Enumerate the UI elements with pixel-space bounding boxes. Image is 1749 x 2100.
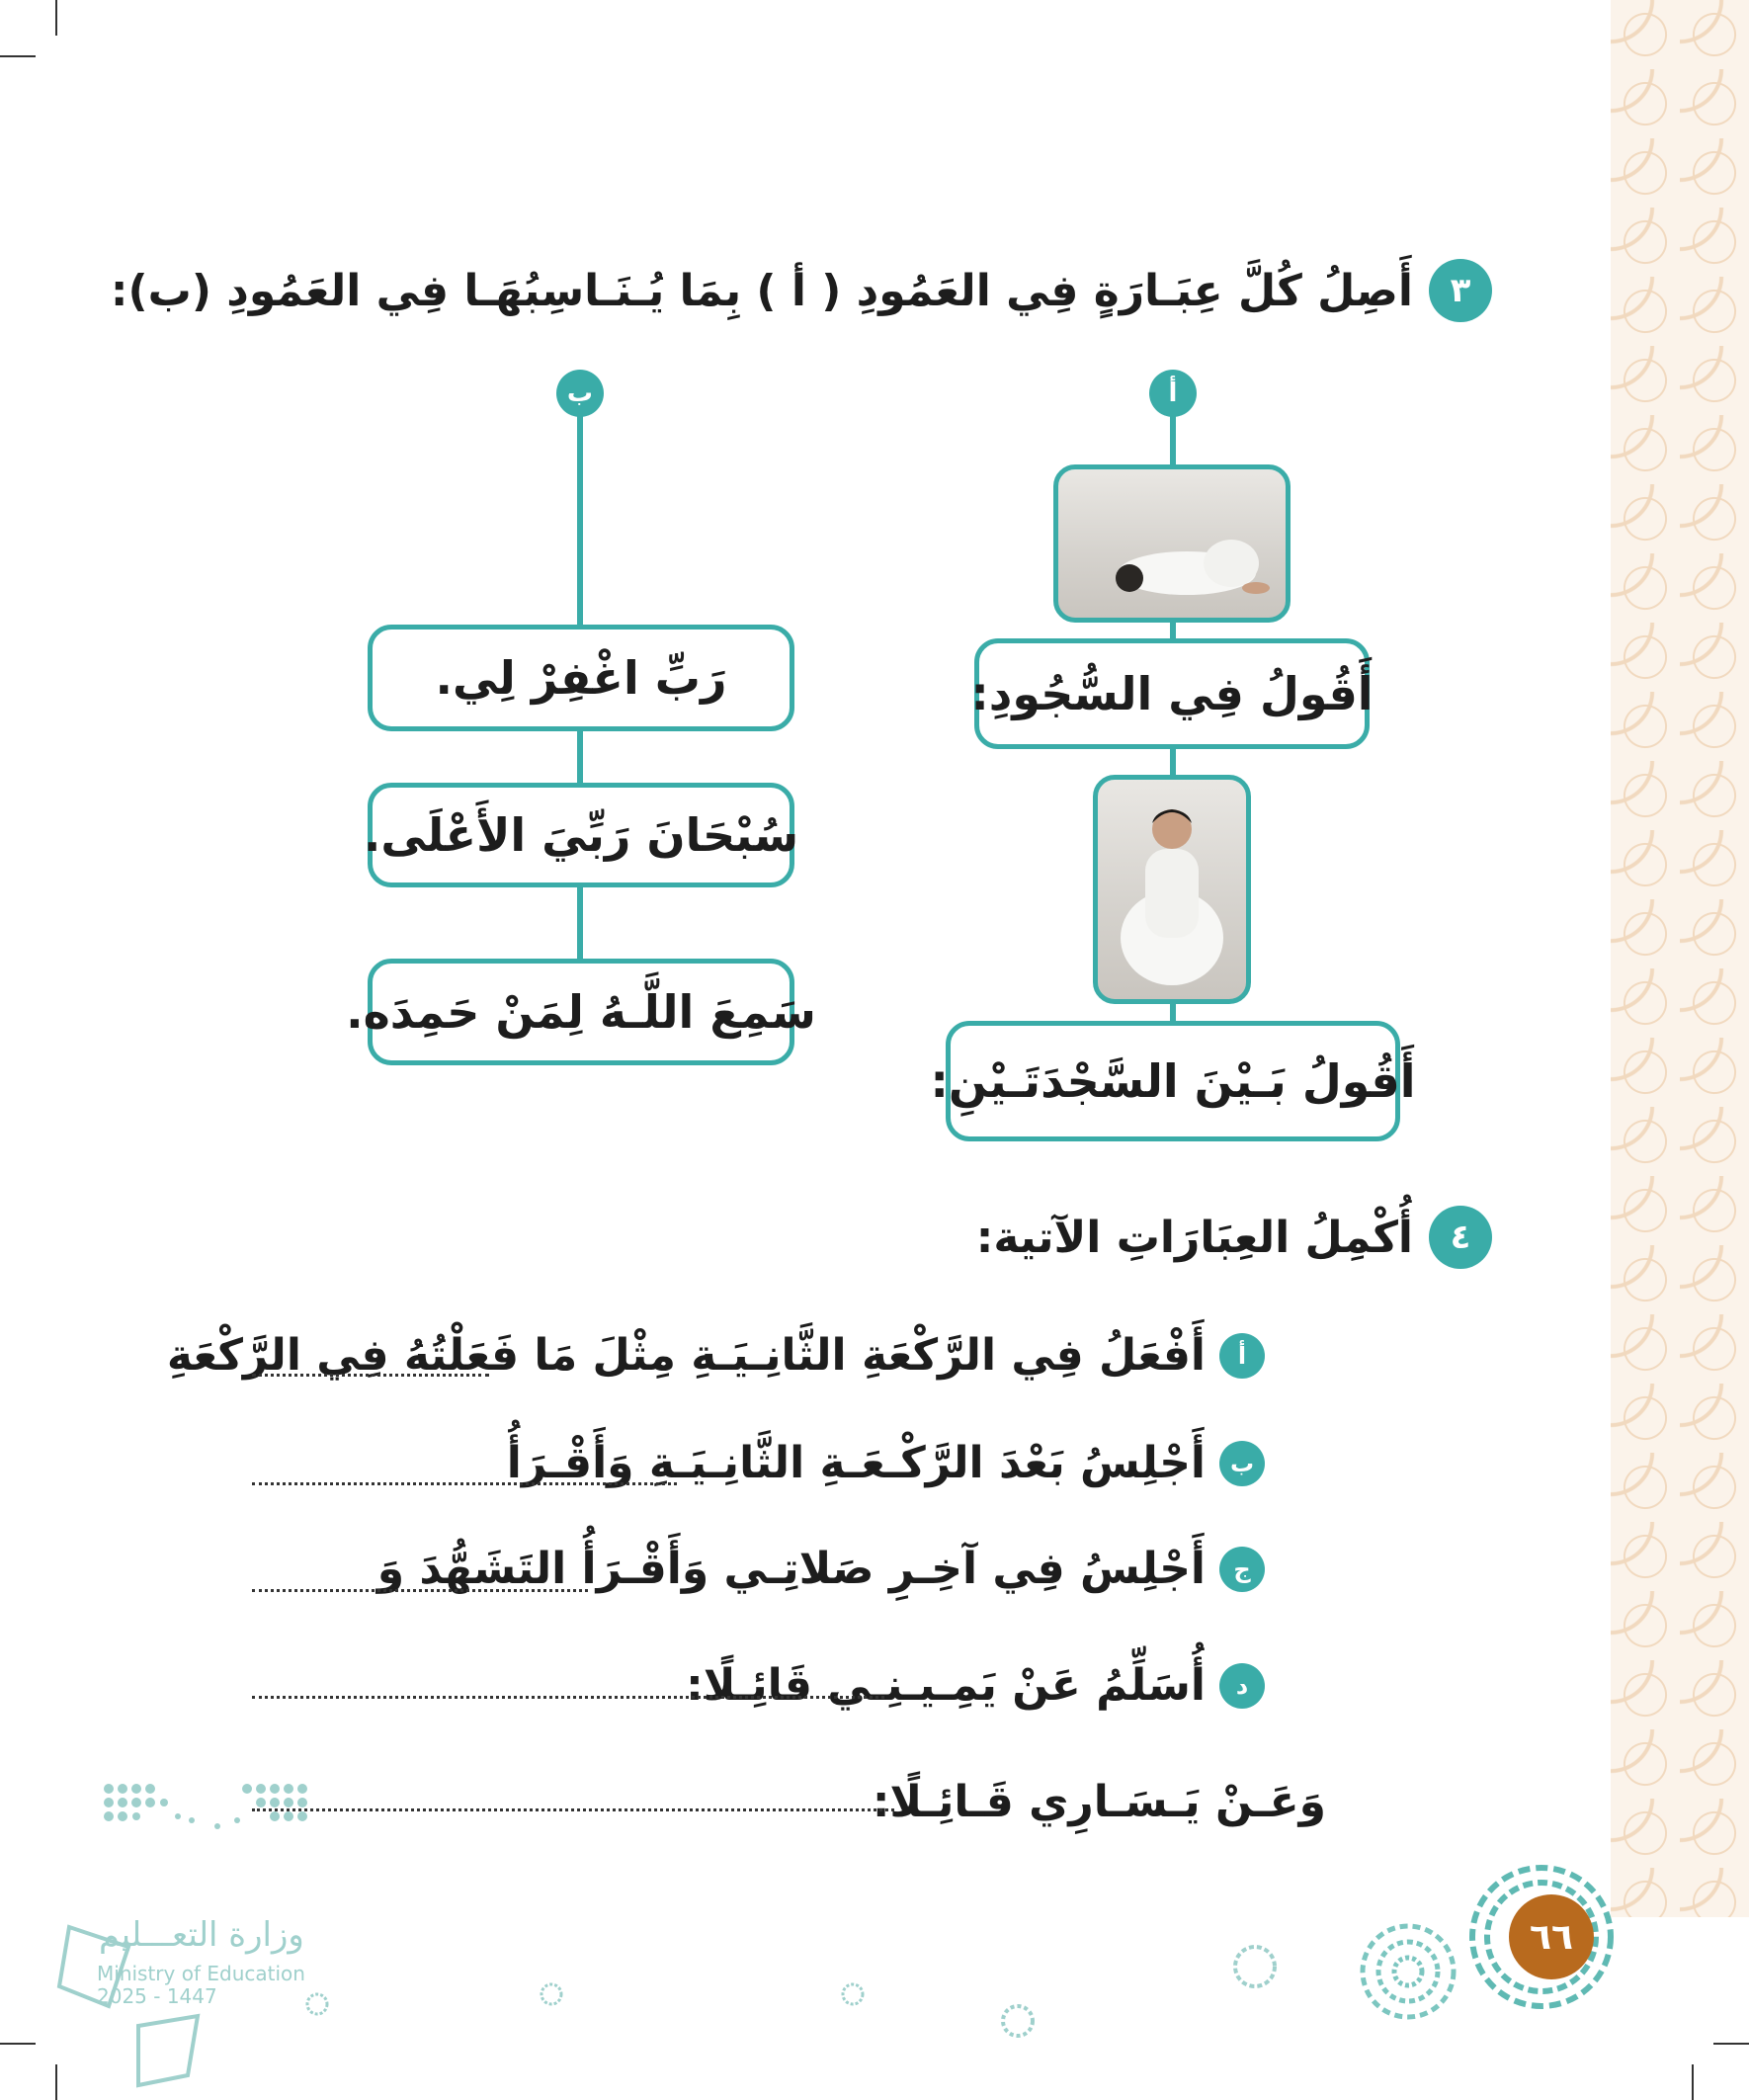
answer-blank-d[interactable] [252, 1696, 884, 1699]
crop-mark [55, 0, 57, 36]
question-text: أُكْمِلُ العِبَارَاتِ الآتية: [975, 1212, 1413, 1263]
rosette-small [1230, 1942, 1280, 1991]
column-a-label: أ [1149, 370, 1197, 417]
crop-mark [0, 2043, 36, 2045]
sitting-boy-icon [1098, 780, 1246, 999]
fill-item-e [873, 1777, 1326, 1827]
item-text: أَجْلِسُ بَعْدَ الرَّكْـعَـةِ الثَّانِـيَـةِ وَأَقْـرَأُ [506, 1438, 1206, 1488]
decorative-side-pattern [1611, 0, 1749, 1917]
rosette-small [539, 1981, 564, 2007]
fill-item-d [686, 1660, 1265, 1711]
item-text: أَفْعَلُ فِي الرَّكْعَةِ الثَّانِـيَـةِ مِثْلَ مَا فَعَلْتُهُ فِي الرَّكْعَةِ [166, 1330, 1206, 1381]
item-letter: د [1219, 1663, 1265, 1709]
item-text: وَعَـنْ يَـسَـارِي قَـائِـلًا: [872, 1777, 1326, 1827]
rosette-medium [1354, 1917, 1462, 2026]
rosette-small [840, 1981, 866, 2007]
column-b-phrase-1: رَبِّ اغْفِرْ لِي. [368, 625, 794, 731]
item-letter: ج [1219, 1547, 1265, 1592]
column-a-text-2: أَقُولُ بَـيْنَ السَّجْدَتَـيْنِ: [946, 1021, 1400, 1141]
column-b-label: ب [556, 370, 604, 417]
column-a-text-1: أَقُولُ فِي السُّجُودِ: [974, 638, 1370, 749]
column-b-phrase-2: سُبْحَانَ رَبِّيَ الأَعْلَى. [368, 783, 794, 887]
answer-blank-e[interactable] [252, 1808, 894, 1811]
page-number: ٦٦ [1509, 1894, 1594, 1979]
ministry-name-en: Ministry of Education [97, 1962, 305, 1985]
praying-boy-icon [1058, 469, 1286, 618]
answer-blank-c[interactable] [252, 1589, 588, 1592]
year-label: 2025 - 1447 [97, 1984, 217, 2008]
column-b-phrase-3: سَمِعَ اللَّـهُ لِمَنْ حَمِدَه. [368, 959, 794, 1065]
question-text: أَصِلُ كُلَّ عِبَـارَةٍ فِي العَمُودِ ( أ ) بِمَا يُـنَـاسِبُهَـا فِي العَمُودِ (ب): [110, 265, 1413, 316]
ministry-logo-dots [99, 1779, 316, 1858]
question-number: ٤ [1429, 1206, 1492, 1269]
sitting-photo [1093, 775, 1251, 1004]
crop-mark [1692, 2064, 1694, 2100]
item-text: أُسَلِّمُ عَنْ يَمِـيـنِـي قَائِـلًا: [686, 1660, 1206, 1711]
item-letter: ب [1219, 1441, 1265, 1486]
fill-item-b [507, 1438, 1265, 1488]
rosette-small [304, 1991, 330, 2017]
question-4-title [976, 1206, 1492, 1269]
question-number: ٣ [1429, 259, 1492, 322]
item-letter: أ [1219, 1333, 1265, 1379]
rosette-small [998, 2001, 1038, 2041]
fill-item-c [377, 1544, 1265, 1594]
sujood-photo [1053, 464, 1291, 623]
question-3-title [111, 259, 1492, 322]
logo-outline-shape [49, 1907, 227, 2095]
crop-mark [0, 55, 36, 57]
answer-blank-a[interactable] [252, 1374, 489, 1377]
answer-blank-b[interactable] [252, 1482, 677, 1485]
ministry-name-ar: وزارة التعـــليم [99, 1915, 304, 1955]
item-text: أَجْلِسُ فِي آخِـرِ صَلاتِـي وَأَقْـرَأُ التَشَهُّدَ وَ [376, 1544, 1206, 1594]
crop-mark [1713, 2043, 1749, 2045]
